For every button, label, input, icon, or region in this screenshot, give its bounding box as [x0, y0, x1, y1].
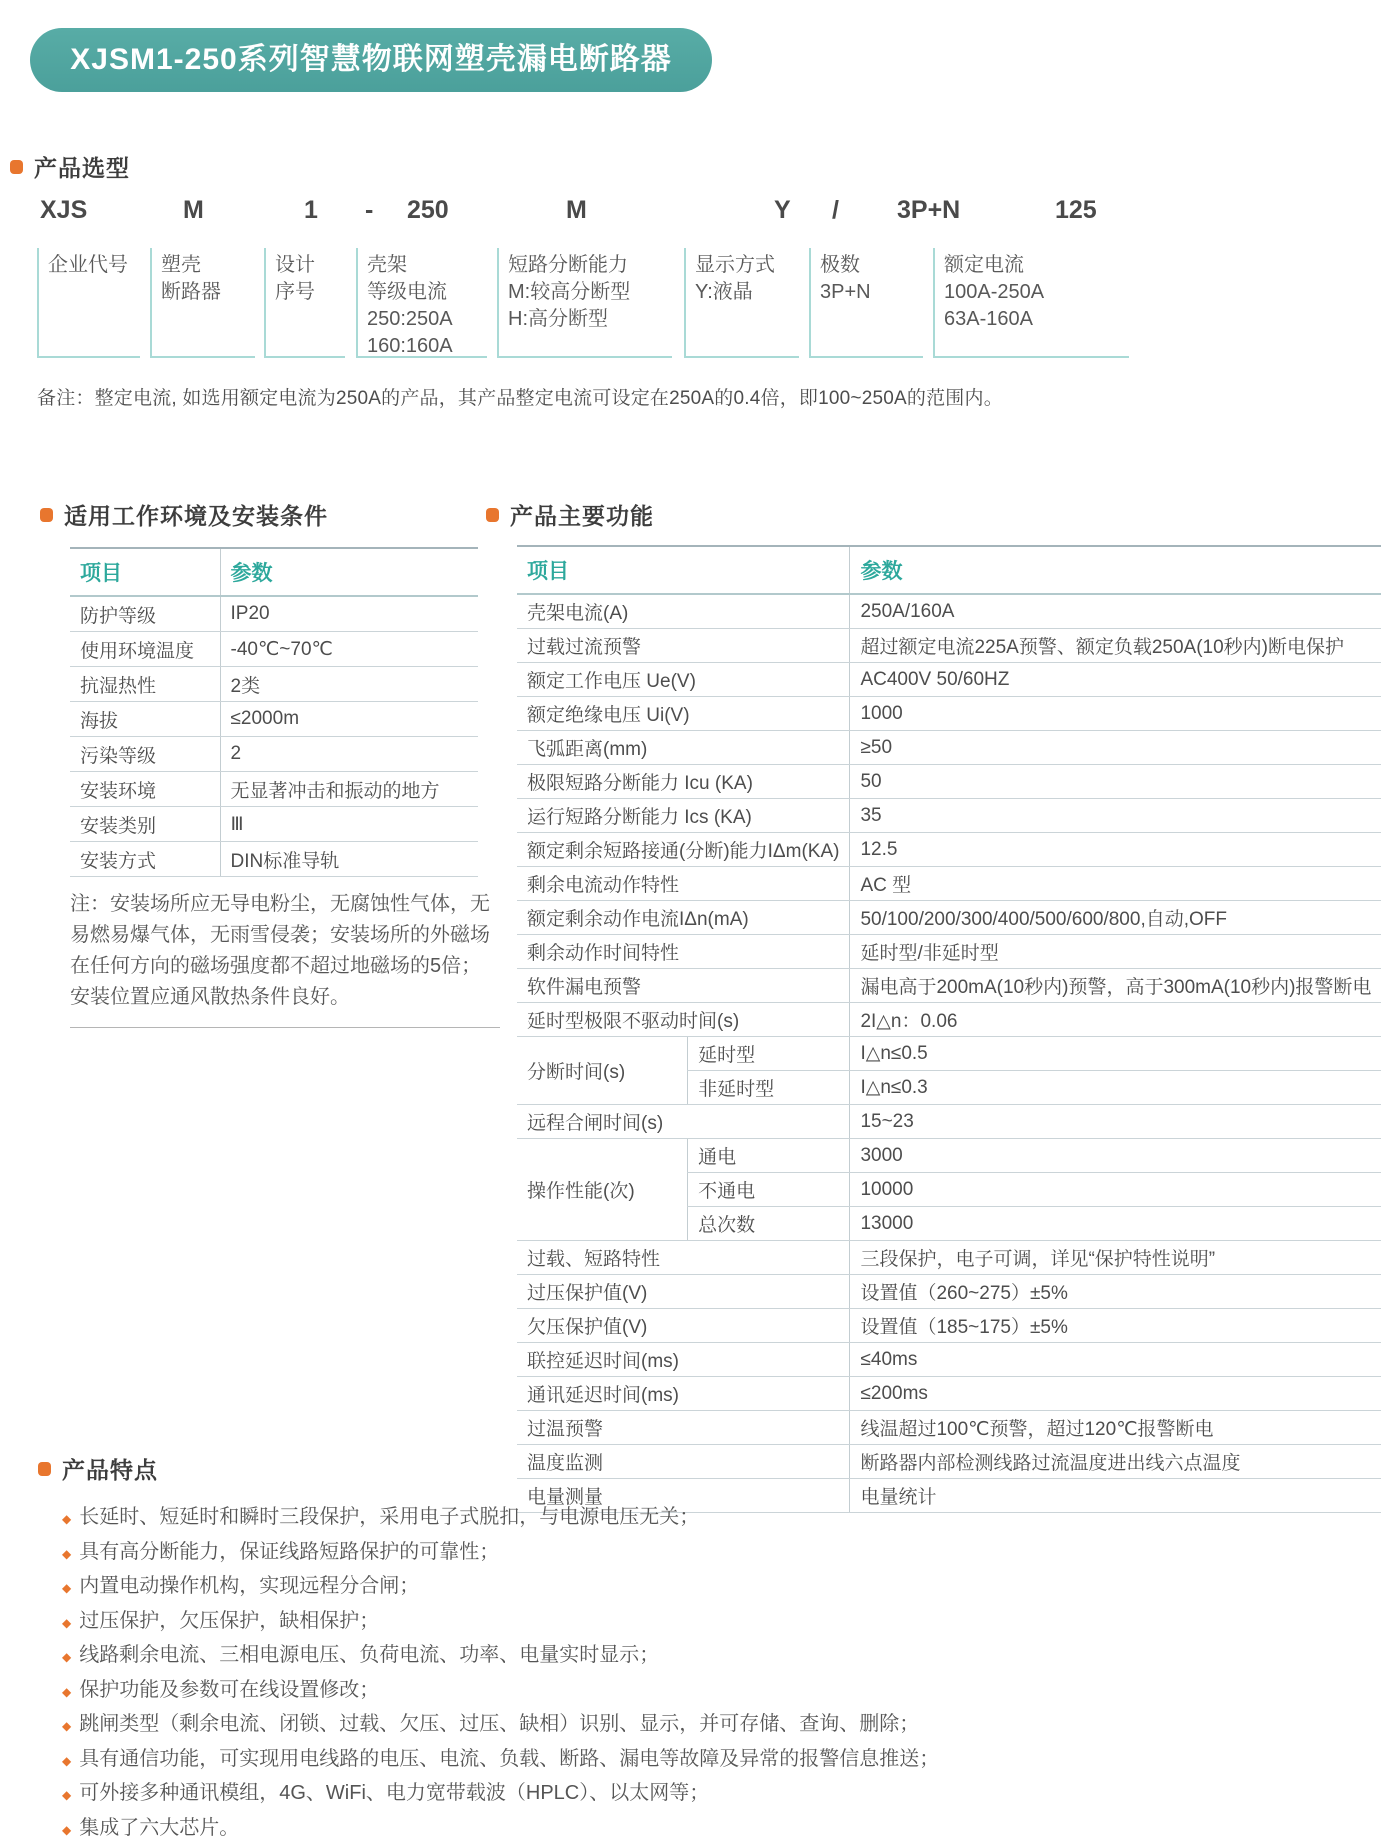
row-value: ≤200ms: [850, 1377, 1381, 1411]
functions-column: [486, 498, 1381, 1513]
diamond-bullet-icon: ◆: [62, 1753, 72, 1768]
column-header-param: 参数: [220, 548, 478, 596]
row-value: 超过额定电流225A预警、额定负载250A(10秒内)断电保护: [850, 629, 1381, 663]
list-item: [62, 1501, 1358, 1536]
row-value: AC 型: [850, 867, 1381, 901]
diamond-bullet-icon: ◆: [62, 1822, 72, 1837]
table-row: [70, 807, 478, 842]
model-cell-line: H:高分断型: [508, 308, 608, 330]
row-label: 剩余电流动作特性: [517, 867, 850, 901]
diamond-bullet-icon: ◆: [62, 1788, 72, 1802]
diamond-bullet-icon: ◆: [62, 1512, 72, 1526]
feature-text: 线路剩余电流、三相电源电压、负荷电流、功率、电量实时显示；: [79, 1644, 660, 1666]
model-code-diagram: [37, 196, 1197, 376]
list-item: [62, 1812, 1358, 1841]
section-heading-features: [38, 1452, 1358, 1485]
row-value: 设置值（185~175）±5%: [850, 1309, 1381, 1343]
row-label: 飞弧距离(mm): [517, 731, 850, 765]
model-cell-line: 短路分断能力: [508, 254, 628, 276]
row-sublabel: 总次数: [688, 1207, 850, 1241]
table-row: [70, 667, 478, 702]
table-row: [517, 1275, 1381, 1309]
row-value: Ⅲ: [220, 807, 478, 842]
row-value: 设置值（260~275）±5%: [850, 1275, 1381, 1309]
row-label: 安装环境: [70, 772, 220, 807]
feature-text: 可外接多种通讯模组，4G、WiFi、电力宽带载波（HPLC）、以太网等；: [79, 1782, 710, 1804]
list-item: [62, 1777, 1358, 1812]
environment-column: [40, 498, 490, 1028]
row-label: 欠压保护值(V): [517, 1309, 850, 1343]
row-label: 过载过流预警: [517, 629, 850, 663]
table-row: [70, 772, 478, 807]
model-cell-line: 显示方式: [695, 254, 775, 276]
table-row: [517, 1003, 1381, 1037]
row-value: I△n≤0.5: [850, 1037, 1381, 1071]
row-value: 3000: [850, 1139, 1381, 1173]
row-value: ≥50: [850, 731, 1381, 765]
row-label: 过温预警: [517, 1411, 850, 1445]
row-label: 极限短路分断能力 Icu (KA): [517, 765, 850, 799]
section-heading-product-selection: [10, 150, 130, 183]
section-title: 适用工作环境及安装条件: [64, 503, 328, 529]
row-value: 无显著冲击和振动的地方: [220, 772, 478, 807]
row-label: 延时型极限不驱动时间(s): [517, 1003, 850, 1037]
list-item: [62, 1605, 1358, 1640]
row-sublabel: 延时型: [688, 1037, 850, 1071]
row-value: IP20: [220, 596, 478, 632]
model-cell-line: 企业代号: [48, 254, 128, 276]
model-cell-line: 极数: [820, 254, 860, 276]
row-value: AC400V 50/60HZ: [850, 663, 1381, 697]
table-row: [517, 901, 1381, 935]
row-sublabel: 不通电: [688, 1173, 850, 1207]
model-code-segment: 250: [407, 196, 449, 224]
model-cell-company-code: [37, 248, 140, 358]
row-value: 50/100/200/300/400/500/600/800,自动,OFF: [850, 901, 1381, 935]
table-row: [70, 596, 478, 632]
selection-note: 备注：整定电流, 如选用额定电流为250A的产品，其产品整定电流可设定在250A的0.4倍，即100~250A的范围内。: [37, 388, 1003, 409]
model-cell-line: 序号: [275, 281, 315, 303]
list-item: [62, 1570, 1358, 1605]
model-cell-line: 250:250A: [367, 308, 453, 330]
row-label: 分断时间(s): [517, 1037, 688, 1105]
row-value: 断路器内部检测线路过流温度进出线六点温度: [850, 1445, 1381, 1479]
row-label: 剩余动作时间特性: [517, 935, 850, 969]
row-value: 三段保护，电子可调，详见“保护特性说明”: [850, 1241, 1381, 1275]
orange-square-bullet-icon: [486, 508, 499, 522]
model-code-segment: Y: [774, 196, 791, 224]
section-title: 产品主要功能: [510, 503, 654, 529]
table-row: [517, 594, 1381, 629]
model-cell-breaking-capacity: [497, 248, 672, 358]
table-row: [517, 969, 1381, 1003]
section-heading-environment: [40, 498, 490, 531]
model-code-segment: XJS: [40, 196, 88, 224]
feature-text: 长延时、短延时和瞬时三段保护，采用电子式脱扣，与电源电压无关；: [79, 1506, 700, 1528]
table-header-row: [517, 546, 1381, 594]
feature-text: 过压保护，欠压保护，缺相保护；: [79, 1609, 380, 1632]
row-label: 过压保护值(V): [517, 1275, 850, 1309]
model-cell-display-mode: [684, 248, 799, 358]
row-value: 2I△n：0.06: [850, 1003, 1381, 1037]
row-value: 线温超过100℃预警，超过120℃报警断电: [850, 1411, 1381, 1445]
row-value: ≤40ms: [850, 1343, 1381, 1377]
table-row: [517, 867, 1381, 901]
row-label: 通讯延迟时间(ms): [517, 1377, 850, 1411]
row-label: 运行短路分断能力 Ics (KA): [517, 799, 850, 833]
orange-square-bullet-icon: [40, 508, 53, 522]
table-row: [517, 1411, 1381, 1445]
table-row: [517, 1343, 1381, 1377]
diamond-bullet-icon: ◆: [62, 1546, 72, 1561]
row-label: 污染等级: [70, 737, 220, 772]
section-title: 产品特点: [62, 1457, 158, 1483]
table-row: [517, 731, 1381, 765]
column-header-param: 参数: [850, 546, 1381, 594]
table-row: [517, 1377, 1381, 1411]
table-row: [517, 935, 1381, 969]
model-cell-line: 等级电流: [367, 281, 447, 303]
model-cell-line: 100A-250A: [944, 281, 1045, 303]
row-label: 壳架电流(A): [517, 594, 850, 629]
orange-square-bullet-icon: [10, 160, 23, 174]
row-label: 温度监测: [517, 1445, 850, 1479]
row-value: ≤2000m: [220, 702, 478, 737]
row-value: 13000: [850, 1207, 1381, 1241]
model-code-segment: 3P+N: [897, 196, 961, 224]
table-row: [517, 765, 1381, 799]
table-header-row: [70, 548, 478, 596]
row-value: 250A/160A: [850, 594, 1381, 629]
table-row: [517, 697, 1381, 731]
table-row: [517, 833, 1381, 867]
row-value: 2: [220, 737, 478, 772]
row-value: 1000: [850, 697, 1381, 731]
list-item: [62, 1674, 1358, 1709]
row-label: 防护等级: [70, 596, 220, 632]
row-label: 联控延迟时间(ms): [517, 1343, 850, 1377]
row-value: 2类: [220, 667, 478, 702]
orange-square-bullet-icon: [38, 1462, 51, 1476]
model-cell-line: 壳架: [367, 254, 407, 276]
diamond-bullet-icon: ◆: [62, 1650, 72, 1664]
table-row: [70, 702, 478, 737]
model-code-segment: M: [566, 196, 587, 224]
row-label: 海拔: [70, 702, 220, 737]
column-header-item: 项目: [517, 546, 850, 594]
table-row: [517, 1139, 1381, 1173]
row-label: 使用环境温度: [70, 632, 220, 667]
row-label: 操作性能(次): [517, 1139, 688, 1241]
row-value: 电量统计: [850, 1479, 1381, 1513]
row-value: 35: [850, 799, 1381, 833]
row-value: DIN标准导轨: [220, 842, 478, 877]
table-row: [70, 632, 478, 667]
row-label: 抗湿热性: [70, 667, 220, 702]
section-title: 产品选型: [34, 155, 130, 181]
diamond-bullet-icon: ◆: [62, 1615, 72, 1630]
model-code-segment: M: [183, 196, 204, 224]
row-sublabel: 通电: [688, 1139, 850, 1173]
row-value: 15~23: [850, 1105, 1381, 1139]
list-item: [62, 1639, 1358, 1674]
column-header-item: 项目: [70, 548, 220, 596]
model-code-segment: 1: [304, 196, 318, 224]
feature-text: 保护功能及参数可在线设置修改；: [79, 1678, 380, 1701]
row-label: 额定绝缘电压 Ui(V): [517, 697, 850, 731]
model-cell-line: 额定电流: [944, 254, 1024, 276]
row-label: 过载、短路特性: [517, 1241, 850, 1275]
row-value: 漏电高于200mA(10秒内)预警，高于300mA(10秒内)报警断电: [850, 969, 1381, 1003]
feature-text: 跳闸类型（剩余电流、闭锁、过载、欠压、过压、缺相）识别、显示，并可存储、查询、删除；: [79, 1713, 920, 1735]
list-item: [62, 1708, 1358, 1743]
model-cell-line: 设计: [275, 254, 315, 276]
feature-text: 具有高分断能力，保证线路短路保护的可靠性；: [79, 1540, 500, 1563]
environment-table: [70, 547, 478, 877]
row-label: 远程合闸时间(s): [517, 1105, 850, 1139]
feature-text: 内置电动操作机构，实现远程分合闸；: [79, 1575, 420, 1597]
list-item: [62, 1536, 1358, 1571]
row-label: 额定剩余短路接通(分断)能力IΔm(KA): [517, 833, 850, 867]
model-cell-line: 3P+N: [820, 281, 871, 303]
row-sublabel: 非延时型: [688, 1071, 850, 1105]
table-row: [70, 842, 478, 877]
model-cell-line: 塑壳: [161, 254, 201, 276]
row-value: 延时型/非延时型: [850, 935, 1381, 969]
row-value: 10000: [850, 1173, 1381, 1207]
model-code-segment: 125: [1055, 196, 1097, 224]
diamond-bullet-icon: ◆: [62, 1581, 72, 1595]
model-cell-frame-current: [356, 248, 487, 358]
model-cell-poles: [809, 248, 923, 358]
model-cell-design-serial: [264, 248, 345, 358]
model-code-segment: -: [365, 196, 374, 224]
model-cell-line: 63A-160A: [944, 308, 1033, 330]
table-row: [517, 663, 1381, 697]
section-heading-functions: [486, 498, 1381, 531]
model-code-segment: /: [832, 196, 839, 224]
model-cell-breaker-type: [150, 248, 255, 358]
divider-line: [70, 1027, 500, 1028]
row-value: 50: [850, 765, 1381, 799]
feature-text: 集成了六大芯片。: [79, 1816, 240, 1839]
row-value: 12.5: [850, 833, 1381, 867]
model-cell-rated-current: [933, 248, 1129, 358]
diamond-bullet-icon: ◆: [62, 1719, 72, 1733]
table-row: [517, 1241, 1381, 1275]
feature-text: 具有通信功能，可实现用电线路的电压、电流、负载、断路、漏电等故障及异常的报警信息推送；: [79, 1747, 940, 1770]
table-row: [517, 799, 1381, 833]
row-label: 安装方式: [70, 842, 220, 877]
table-row: [517, 629, 1381, 663]
model-cell-line: 断路器: [161, 281, 221, 303]
model-cell-line: M:较高分断型: [508, 281, 631, 303]
table-row: [517, 1105, 1381, 1139]
environment-note: 注：安装场所应无导电粉尘，无腐蚀性气体，无易燃易爆气体，无雨雪侵袭；安装场所的外磁场在任何方向的磁场强度都不超过地磁场的5倍；安装位置应通风散热条件良好。: [70, 893, 490, 1008]
model-cell-line: Y:液晶: [695, 281, 753, 303]
row-label: 软件漏电预警: [517, 969, 850, 1003]
table-row: [517, 1037, 1381, 1071]
row-value: -40℃~70℃: [220, 632, 478, 667]
model-cell-line: 160:160A: [367, 335, 453, 357]
row-label: 额定剩余动作电流IΔn(mA): [517, 901, 850, 935]
functions-table: [517, 545, 1381, 1513]
row-label: 安装类别: [70, 807, 220, 842]
row-label: 额定工作电压 Ue(V): [517, 663, 850, 697]
diamond-bullet-icon: ◆: [62, 1684, 72, 1699]
page-title-banner: XJSM1-250系列智慧物联网塑壳漏电断路器: [30, 28, 712, 92]
features-list: [62, 1501, 1358, 1841]
table-row: [70, 737, 478, 772]
list-item: [62, 1743, 1358, 1778]
features-section: [38, 1452, 1358, 1841]
row-label: 电量测量: [517, 1479, 850, 1513]
table-row: [517, 1309, 1381, 1343]
row-value: I△n≤0.3: [850, 1071, 1381, 1105]
